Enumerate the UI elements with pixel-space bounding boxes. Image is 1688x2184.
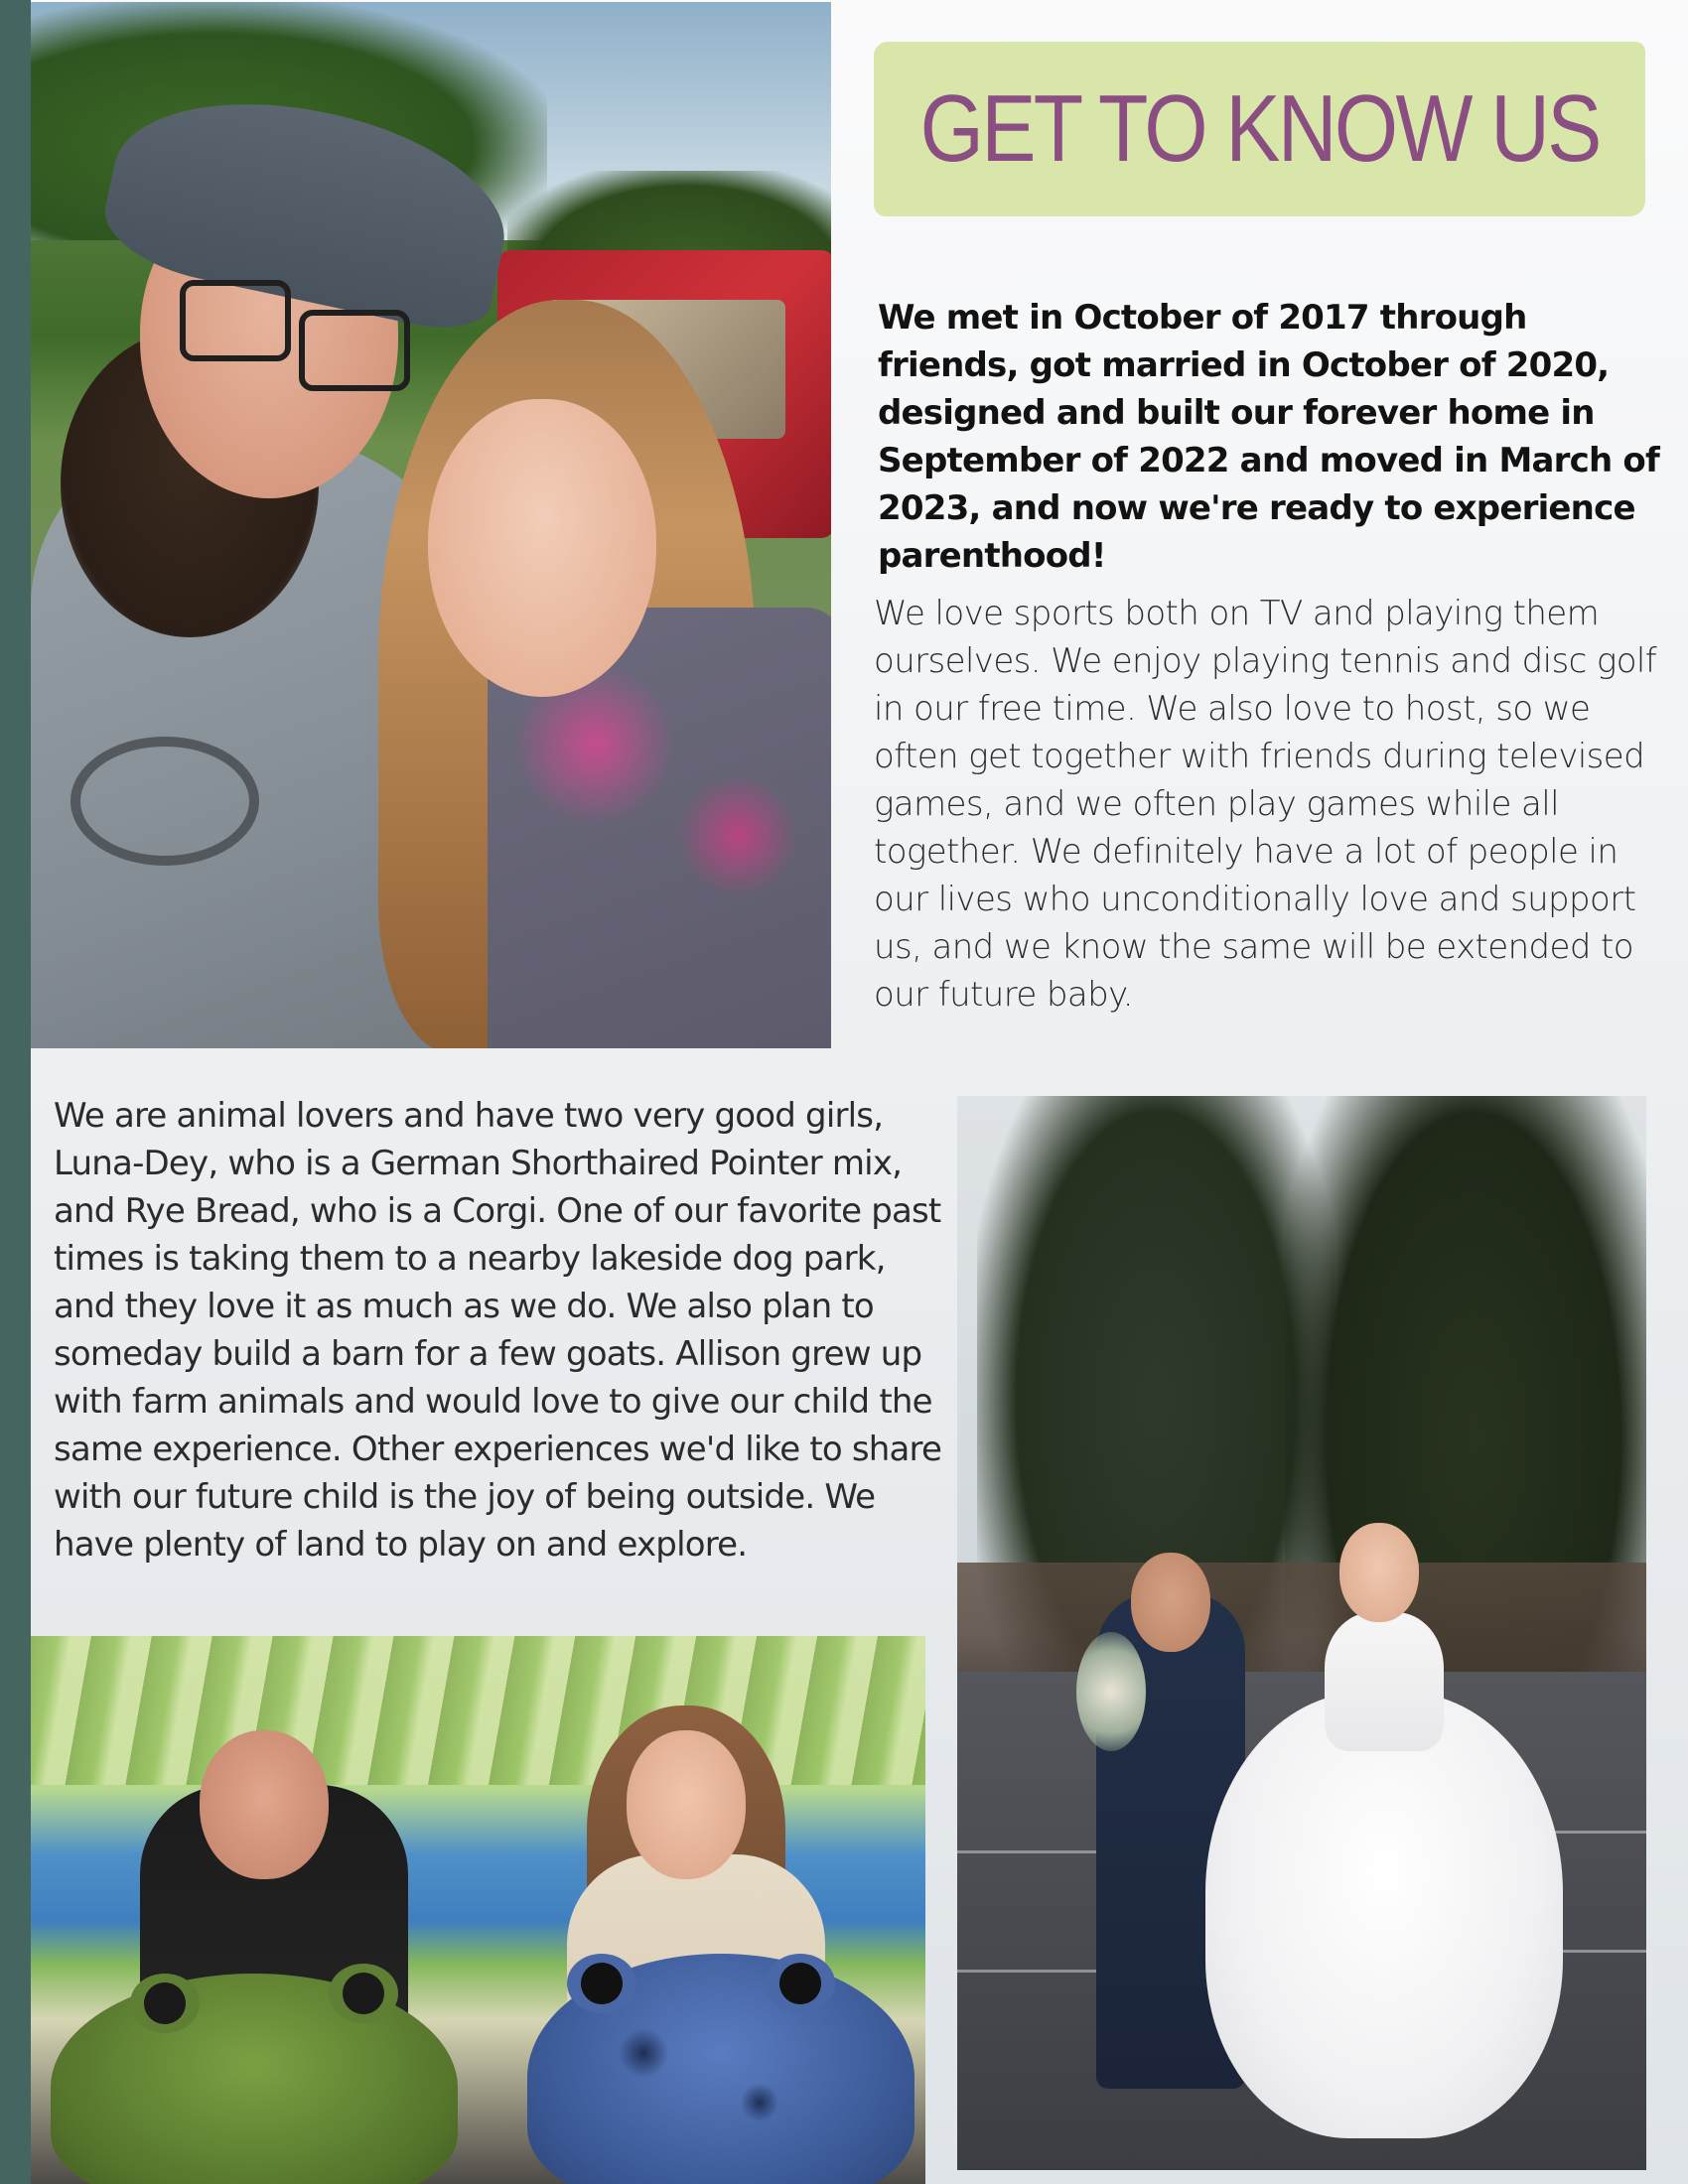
side-accent-strip — [0, 0, 31, 2184]
intro-paragraph: We met in October of 2017 through friends, got married in October of 2020, designed and built our forever home in September of 2022 and moved in March of 2023, and now we're ready to experience parenthood! — [878, 298, 1659, 576]
couple-selfie-photo — [31, 2, 831, 1048]
wedding-photo — [957, 1096, 1646, 2170]
hobbies-paragraph: We love sports both on TV and playing them ourselves. We enjoy playing tennis and disc golf in our free time. We also love to host, so we often get together with friends during televised games, and we often play games while all together. We definitely have a lot of people in our lives who unconditionally love and support us, and we know the same will be extended to our future baby. — [874, 594, 1657, 1015]
frog-statues-photo — [31, 1636, 925, 2184]
title-banner — [874, 42, 1645, 216]
animals-paragraph: We are animal lovers and have two very good girls, Luna-Dey, who is a German Shorthaired Pointer mix, and Rye Bread, who is a Corgi. One of our favorite past times is taking them to a nearby lakeside dog park, and they love it as much as we do. We also plan to someday build a barn for a few goats. Allison grew up with farm animals and would love to give our child the same experience. Other experiences we'd like to share with our future child is the joy of being outside. We have plenty of land to play on and explore. — [54, 1096, 942, 1565]
page-title: GET TO KNOW US — [919, 75, 1600, 182]
